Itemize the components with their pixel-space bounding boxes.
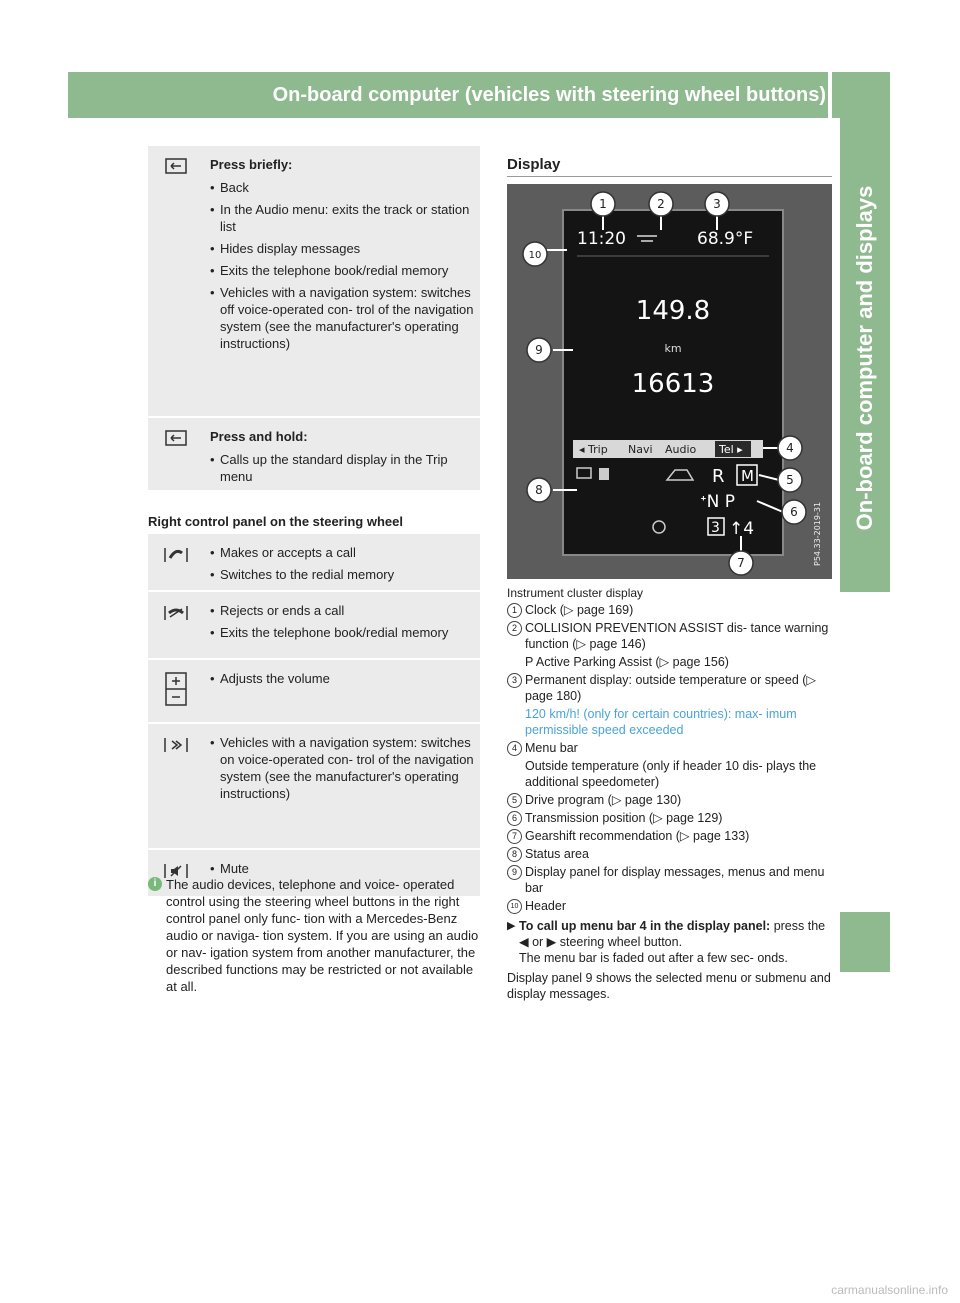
closing-paragraph: Display panel 9 shows the selected menu or submenu and display messages.: [507, 971, 831, 1001]
list-item: • Rejects or ends a call: [210, 602, 474, 619]
figure-legend: [507, 602, 837, 1002]
divider: [507, 176, 832, 177]
phone-end-icon: [148, 592, 204, 658]
legend-item: 1 Clock (▷ page 169): [507, 602, 837, 618]
callout-label: 7: [737, 556, 745, 570]
legend-item: 8 Status area: [507, 846, 837, 862]
list-item: • Hides display messages: [210, 240, 474, 257]
list-item: • Adjusts the volume: [210, 670, 474, 687]
status-m: M: [741, 467, 754, 485]
info-note-text: The audio devices, telephone and voice- operated control using the steering wheel buttons in the right control panel only func- tion with a Mercedes-Benz audio or naviga- tion system. If you are using an audio or nav- igation system from another manufacturer, the described functions may be restricted or not available at all.: [166, 877, 479, 994]
step-heading: To call up menu bar 4 in the display panel:: [519, 919, 771, 933]
control-row: [148, 592, 480, 660]
control-row: [148, 146, 480, 418]
menu-trip: ◂ Trip: [579, 443, 608, 456]
legend-item: 2 COLLISION PREVENTION ASSIST dis- tance warning function (▷ page 146) P Active Parking Assist (▷ page 156): [507, 620, 837, 670]
info-note: [148, 876, 483, 995]
volume-plus-minus-icon: [148, 660, 204, 722]
list-item: • Vehicles with a navigation system: switches off voice-operated con- trol of the navigation system (see the manufacturer's operating instructions): [210, 284, 474, 352]
list-item: • Makes or accepts a call: [210, 544, 474, 561]
screen-value-2: 16613: [631, 369, 715, 399]
screen-value-1: 149.8: [635, 296, 711, 326]
list-item: • Exits the telephone book/redial memory: [210, 262, 474, 279]
step-note: The menu bar is faded out after a few sec- onds.: [519, 951, 788, 965]
callout-label: 6: [790, 505, 798, 519]
list-item: • Switches to the redial memory: [210, 566, 474, 583]
gear-box: 3: [711, 520, 720, 536]
figure-code: P54.33-2019-31: [813, 501, 822, 566]
side-tab-label: On-board computer and displays: [852, 185, 877, 531]
control-row: [148, 418, 480, 490]
list-item: • In the Audio menu: exits the track or station list: [210, 201, 474, 235]
list-item: • Vehicles with a navigation system: switches on voice-operated con- trol of the navigation system (see the manufacturer's operating instructions): [210, 734, 474, 802]
screen-clock: 11:20: [577, 229, 626, 249]
row-heading: Press and hold:: [210, 429, 308, 444]
back-button-icon: [148, 418, 204, 490]
legend-item: 4 Menu bar Outside temperature (only if header 10 dis- plays the additional speedometer): [507, 740, 837, 790]
control-row: [148, 534, 480, 592]
list-item: • Back: [210, 179, 474, 196]
callout-label: 9: [535, 343, 543, 357]
menu-audio: Audio: [665, 443, 697, 456]
gear-recommendation: ↑4: [729, 519, 755, 539]
callout-label: 8: [535, 483, 543, 497]
legend-item: 5 Drive program (▷ page 130): [507, 792, 837, 808]
footer-watermark: carmanualsonline.info: [831, 1283, 948, 1297]
left-control-table: [148, 146, 480, 490]
list-item: • Exits the telephone book/redial memory: [210, 624, 474, 641]
info-icon: i: [148, 877, 162, 891]
instrument-cluster-figure: [507, 184, 832, 579]
callout-label: 2: [657, 197, 665, 211]
callout-label: 4: [786, 441, 794, 455]
instruction-step: [507, 918, 837, 966]
page-title: On-board computer (vehicles with steering wheel buttons): [272, 84, 826, 106]
menu-navi: Navi: [628, 443, 653, 456]
side-marker: [840, 912, 890, 972]
right-control-table: [148, 534, 480, 896]
step-text: press the ◀ or ▶ steering wheel button.: [519, 919, 826, 949]
figure-caption: Instrument cluster display: [507, 586, 644, 600]
side-tab-label-wrap: [840, 128, 890, 588]
voice-control-icon: [148, 724, 204, 848]
list-item: • Calls up the standard display in the Trip menu: [210, 451, 474, 485]
section-heading: Right control panel on the steering wheel: [148, 514, 403, 529]
back-button-icon: [148, 146, 204, 416]
step-arrow-icon: ▶: [507, 920, 516, 932]
list-item: • Mute: [210, 860, 474, 877]
callout-label: 1: [599, 197, 607, 211]
callout-label: 3: [713, 197, 721, 211]
control-row: [148, 660, 480, 724]
callout-label: 5: [786, 473, 794, 487]
legend-item: 9 Display panel for display messages, menus and menu bar: [507, 864, 837, 896]
legend-item: 10 Header: [507, 898, 837, 914]
legend-item: 6 Transmission position (▷ page 129): [507, 810, 837, 826]
control-row: [148, 724, 480, 850]
callout-label: 10: [528, 250, 542, 261]
transmission-position: ᐩN P: [700, 492, 735, 512]
status-r: R: [712, 466, 725, 487]
menu-tel: Tel ▸: [719, 443, 743, 456]
legend-item: 7 Gearshift recommendation (▷ page 133): [507, 828, 837, 844]
display-heading: Display: [507, 156, 561, 173]
screen-temperature: 68.9°F: [697, 229, 754, 249]
screen-unit: km: [664, 342, 682, 355]
phone-accept-icon: [148, 534, 204, 590]
legend-item: 3 Permanent display: outside temperature or speed (▷ page 180) 120 km/h! (only for certain countries): max- imum permissible speed exceeded: [507, 672, 837, 738]
row-heading: Press briefly:: [210, 157, 293, 172]
